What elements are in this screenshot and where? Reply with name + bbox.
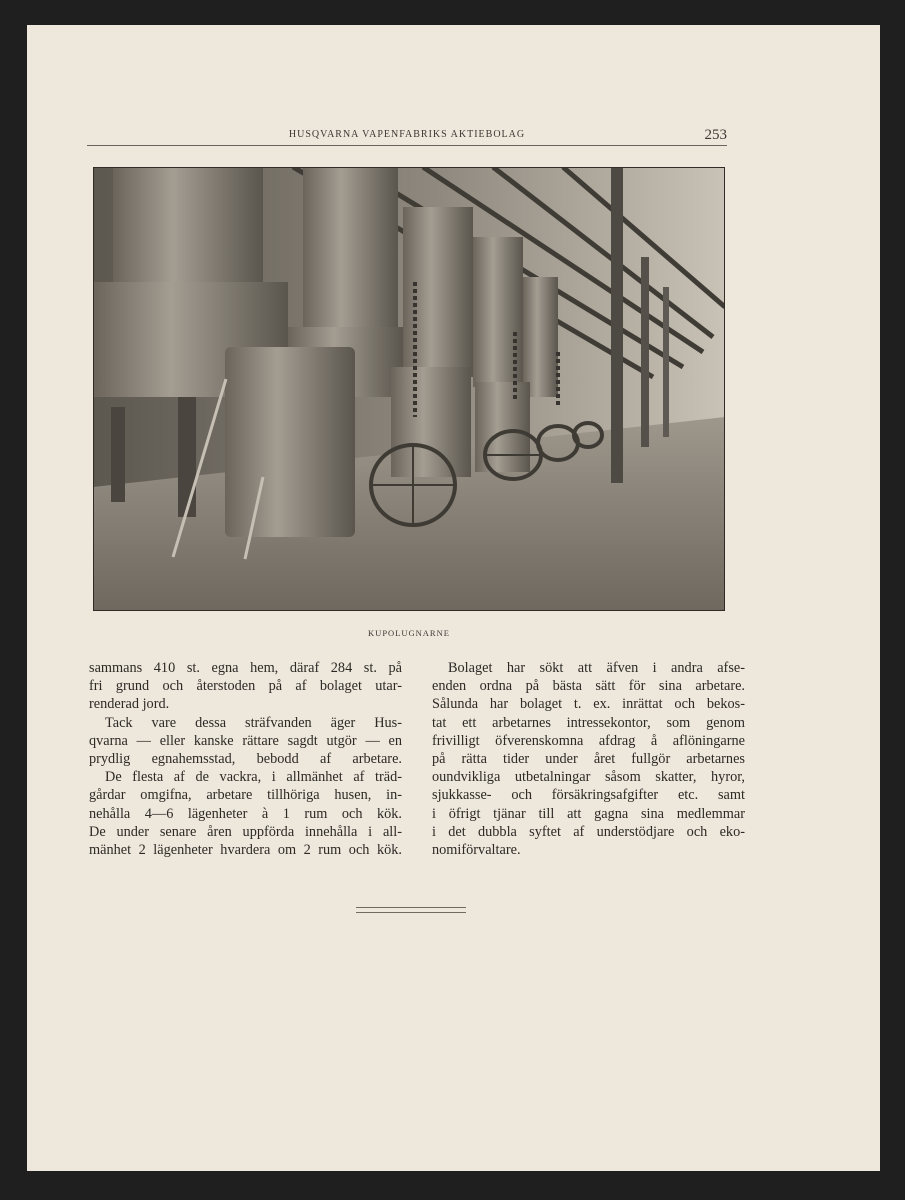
left-line-8: gårdar omgifna, arbetare tillhöriga husen, in- bbox=[89, 787, 402, 804]
right-line-9: i öfrigt tjänar till att gagna sina medlemmar bbox=[432, 805, 745, 822]
right-line-6: på rätta tider under året fullgör arbetarnes bbox=[432, 751, 745, 768]
right-line-8: sjukkasse- och försäkringsafgifter etc. samt bbox=[432, 787, 745, 804]
right-line-11: nomiförvaltare. bbox=[432, 842, 521, 859]
left-line-2: fri grund och återstoden på af bolaget utar- bbox=[89, 678, 402, 695]
left-line-10: De under senare åren uppförda innehålla i all- bbox=[89, 823, 402, 840]
end-rule-top bbox=[356, 907, 466, 908]
left-line-5: qvarna — eller kanske rättare sagdt utgör — en bbox=[89, 732, 402, 749]
photo-illustration bbox=[93, 167, 725, 611]
right-line-1: Bolaget har sökt att äfven i andra afse- bbox=[448, 660, 745, 676]
left-line-7: De flesta af de vackra, i allmänhet af träd- bbox=[105, 769, 402, 786]
foundry-photograph bbox=[93, 167, 725, 611]
left-line-9: nehålla 4—6 lägenheter à 1 rum och kök. bbox=[89, 805, 402, 822]
right-line-2: enden ordna på bästa sätt för sina arbetare. bbox=[432, 678, 745, 695]
left-line-6: prydlig egnahemsstad, bebodd af arbetare. bbox=[89, 751, 402, 768]
end-rule-bottom bbox=[356, 912, 466, 913]
book-page bbox=[27, 25, 880, 1171]
left-line-11: mänhet 2 lägenheter hvardera om 2 rum och kök. bbox=[89, 842, 402, 859]
left-column bbox=[89, 659, 402, 859]
right-line-3: Sålunda har bolaget t. ex. inrättat och bekos- bbox=[432, 696, 745, 713]
left-line-3: renderad jord. bbox=[89, 696, 170, 713]
right-line-7: oundvikliga utbetalningar såsom skatter, hyror, bbox=[432, 769, 745, 786]
right-line-10: i det dubbla syftet af understödjare och eko- bbox=[432, 823, 745, 840]
right-line-4: tat ett arbetarnes intressekontor, som genom bbox=[432, 714, 745, 731]
running-header bbox=[87, 127, 727, 146]
left-line-4: Tack vare dessa sträfvanden äger Hus- bbox=[105, 714, 402, 731]
right-line-5: frivilligt öfverenskomna afdrag å aflöningarne bbox=[432, 732, 745, 749]
left-line-1: sammans 410 st. egna hem, däraf 284 st. på bbox=[89, 660, 402, 676]
right-column bbox=[432, 659, 745, 859]
running-title: HUSQVARNA VAPENFABRIKS AKTIEBOLAG bbox=[288, 129, 526, 140]
page-number: 253 bbox=[704, 127, 727, 143]
figure-caption: KUPOLUGNARNE bbox=[368, 628, 450, 638]
